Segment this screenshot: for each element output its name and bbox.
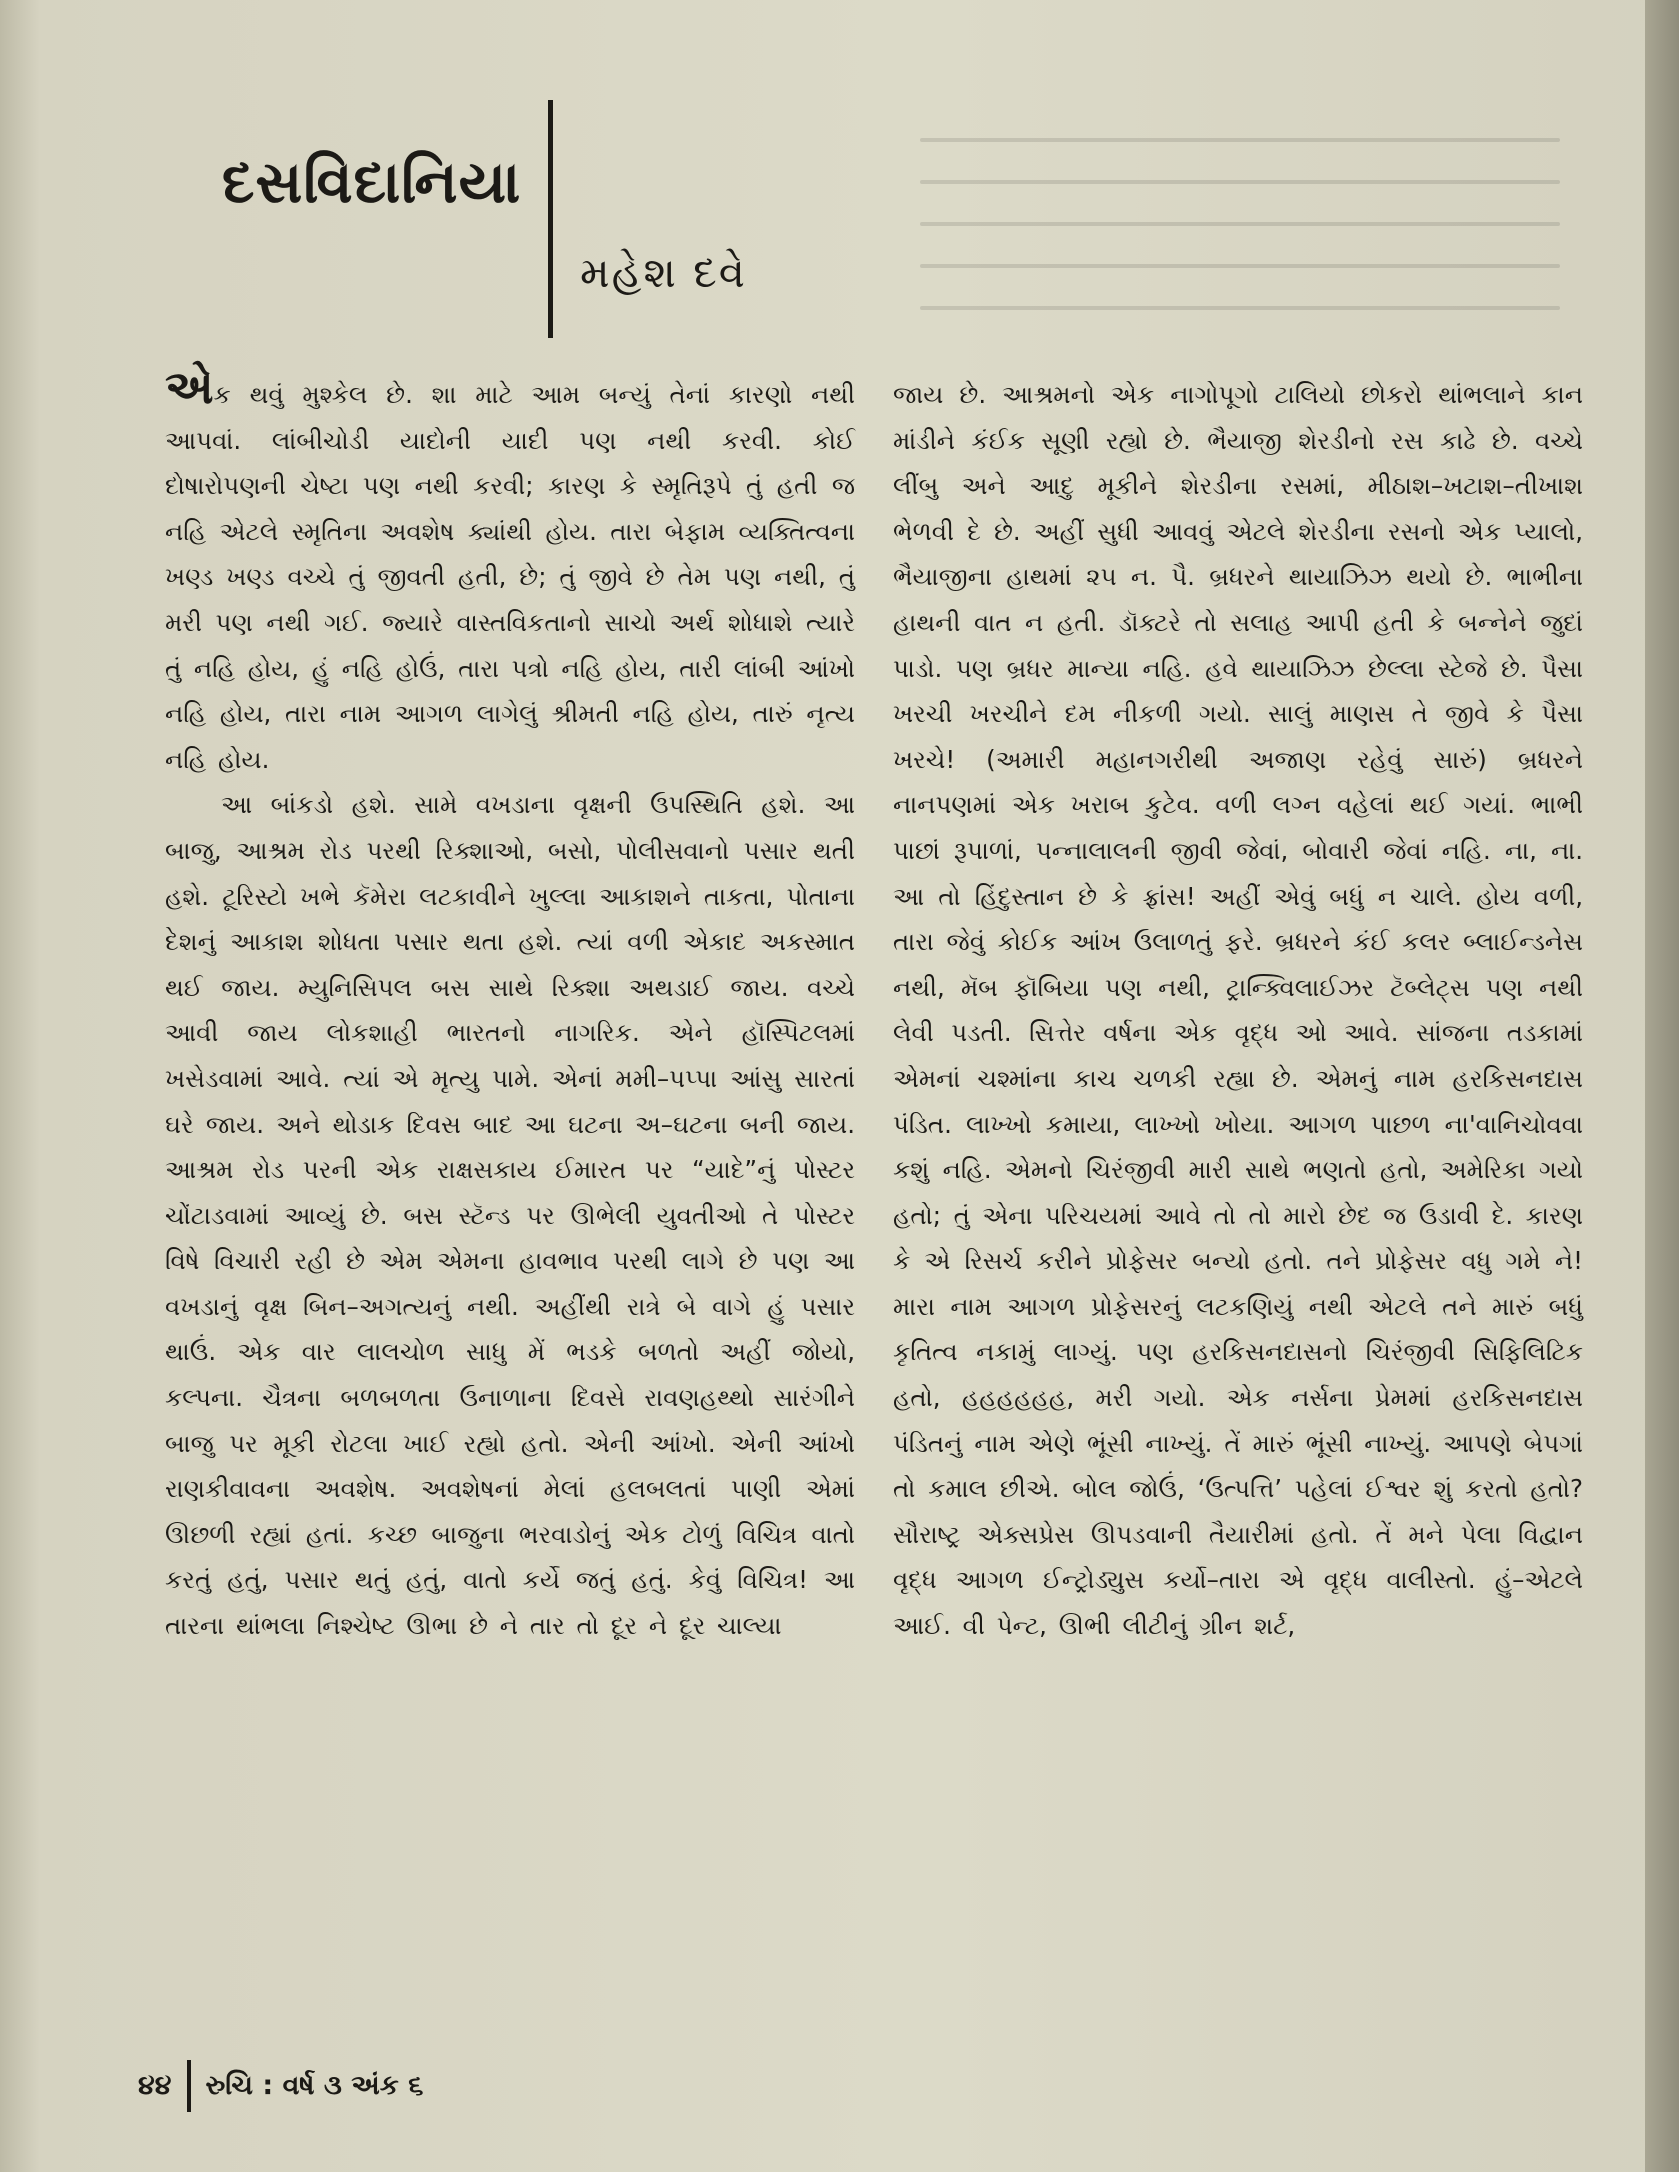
article-title: દસવિદાનિયા	[222, 148, 522, 216]
drop-cap: એ	[165, 360, 214, 414]
page-edge-shadow	[1645, 0, 1679, 2172]
paragraph-text: ક થવું મુશ્કેલ છે. શા માટે આમ બન્યું તેનાં કારણો નથી આપવાં. લાંબીચોડી યાદોની યાદી પણ નથી કરવી. કોઈ દોષારોપણની ચેષ્ટા પણ નથી કરવી; કારણ કે સ્મૃતિરૂપે તું હતી જ નહિ એટલે સ્મૃતિના અવશેષ ક્યાંથી હોય. તારા બેફામ વ્યક્તિત્વના ખણ્ડ ખણ્ડ વચ્ચે તું જીવતી હતી, છે; તું જીવે છે તેમ પણ નથી, તું મરી પણ નથી ગઈ. જ્યારે વાસ્તવિકતાનો સાચો અર્થ શોધાશે ત્યારે તું નહિ હોય, હું નહિ હોઉં, તારા પત્રો નહિ હોય, તારી લાંબી આંખો નહિ હોય, તારા નામ આગળ લાગેલું શ્રીમતી નહિ હોય, તારું નૃત્ય નહિ હોય.	[165, 380, 855, 774]
page-footer	[138, 2060, 423, 2112]
footer-divider	[187, 2060, 191, 2112]
paragraph: આ બાંકડો હશે. સામે વખડાના વૃક્ષની ઉપસ્થિતિ હશે. આ બાજુ, આશ્રમ રોડ પરથી રિક્શાઓ, બસો, પોલીસવાનો પસાર થતી હશે. ટૂરિસ્ટો ખભે કૅમેરા લટકાવીને ખુલ્લા આકાશને તાકતા, પોતાના દેશનું આકાશ શોધતા પસાર થતા હશે. ત્યાં વળી એકાદ અકસ્માત થઈ જાય. મ્યુનિસિપલ બસ સાથે રિક્શા અથડાઈ જાય. વચ્ચે આવી જાય લોકશાહી ભારતનો નાગરિક. એને હૉસ્પિટલમાં ખસેડવામાં આવે. ત્યાં એ મૃત્યુ પામે. એનાં મમી–પપ્પા આંસુ સારતાં ઘરે જાય. અને થોડાક દિવસ બાદ આ ઘટના અ–ઘટના બની જાય. આશ્રમ રોડ પરની એક રાક્ષસકાય ઈમારત પર “યાદે”નું પોસ્ટર ચોંટાડવામાં આવ્યું છે. બસ સ્ટૅન્ડ પર ઊભેલી યુવતીઓ તે પોસ્ટર વિષે વિચારી રહી છે એમ એમના હાવભાવ પરથી લાગે છે પણ આ વખડાનું વૃક્ષ બિન–અગત્યનું નથી. અહીંથી રાત્રે બે વાગે હું પસાર થાઉં. એક વાર લાલચોળ સાધુ મેં ભડકે બળતો અહીં જોયો, કલ્પના. ચૈત્રના બળબળતા ઉનાળાના દિવસે રાવણહથ્થો સારંગીને બાજુ પર મૂકી રોટલા ખાઈ રહ્યો હતો. એની આંખો. એની આંખો રાણકીવાવના અવશેષ. અવશેષનાં મેલાં હલબલતાં પાણી એમાં ઊછળી રહ્યાં હતાં. કચ્છ બાજુના ભરવાડોનું એક ટોળું વિચિત્ર વાતો કરતું હતું, પસાર થતું હતું, વાતો કર્યે જતું હતું. કેવું વિચિત્ર! આ તારના થાંભલા નિશ્ચેષ્ટ ઊભા છે ને તાર તો દૂર ને દૂર ચાલ્યા	[165, 790, 855, 1641]
right-column	[893, 372, 1583, 1649]
left-column	[165, 360, 855, 1649]
paragraph	[165, 360, 855, 782]
paragraph: જાય છે. આશ્રમનો એક નાગોપૂગો ટાલિયો છોકરો થાંભલાને કાન માંડીને કંઈક સૂણી રહ્યો છે. ભૈયાજી શેરડીનો રસ કાઢે છે. વચ્ચે લીંબુ અને આદુ મૂકીને શેરડીના રસમાં, મીઠાશ–ખટાશ–તીખાશ ભેળવી દે છે. અહીં સુધી આવવું એટલે શેરડીના રસનો એક પ્યાલો, ભૈયાજીના હાથમાં ૨૫ ન. પૈ. બ્રધરને થાયાઝિઝ થયો છે. ભાભીના હાથની વાત ન હતી. ડૉક્ટરે તો સલાહ આપી હતી કે બન્નેને જુદાં પાડો. પણ બ્રધર માન્યા નહિ. હવે થાયાઝિઝ છેલ્લા સ્ટેજે છે. પૈસા ખરચી ખરચીને દમ નીકળી ગયો. સાલું માણસ તે જીવે કે પૈસા ખરચે! (અમારી મહાનગરીથી અજાણ રહેવું સારું) બ્રધરને નાનપણમાં એક ખરાબ કુટેવ. વળી લગ્ન વહેલાં થઈ ગયાં. ભાભી પાછાં રૂપાળાં, પન્નાલાલની જીવી જેવાં, બોવારી જેવાં નહિ. ના, ના. આ તો હિંદુસ્તાન છે કે ફ્રાંસ! અહીં એવું બધું ન ચાલે. હોય વળી, તારા જેવું કોઈક આંખ ઉલાળતું ફરે. બ્રધરને કંઈ કલર બ્લાઈન્ડનેસ નથી, મૅબ ફૉબિયા પણ નથી, ટ્રાન્ક્વિલાઈઝર ટૅબ્લેટ્સ પણ નથી લેવી પડતી. સિત્તેર વર્ષના એક વૃદ્ધ ઓ આવે. સાંજના તડકામાં એમનાં ચશ્માંના કાચ ચળકી રહ્યા છે. એમનું નામ હરકિસનદાસ પંડિત. લાખ્ખો કમાયા, લાખ્ખો ખોયા. આગળ પાછળ ના'વાનિચોવવા કશું નહિ. એમનો ચિરંજીવી મારી સાથે ભણતો હતો, અમેરિકા ગયો હતો; તું એના પરિચયમાં આવે તો તો મારો છેદ જ ઉડાવી દે. કારણ કે એ રિસર્ચ કરીને પ્રોફેસર બન્યો હતો. તને પ્રોફેસર વધુ ગમે ને! મારા નામ આગળ પ્રોફેસરનું લટકણિયું નથી એટલે તને મારું બધું કૃતિત્વ નકામું લાગ્યું. પણ હરકિસનદાસનો ચિરંજીવી સિફિલિટિક હતો, હહહહહહ, મરી ગયો. એક નર્સના પ્રેમમાં હરકિસનદાસ પંડિતનું નામ એણે ભૂંસી નાખ્યું. તેં મારું ભૂંસી નાખ્યું. આપણે બેપગાં તો કમાલ છીએ. બોલ જોઉં, ‘ઉત્પત્તિ’ પહેલાં ઈશ્વર શું કરતો હતો? સૌરાષ્ટ્ર એક્સપ્રેસ ઊપડવાની તૈયારીમાં હતો. તેં મને પેલા વિદ્વાન વૃદ્ધ આગળ ઈન્ટ્રોડ્યુસ કર્યો–તારા એ વૃદ્ધ વાલીસ્તો. હું–એટલે આઈ. વી પેન્ટ, ઊભી લીટીનું ગ્રીન શર્ટ,	[893, 380, 1583, 1641]
page-number: ૪૪	[138, 2070, 172, 2101]
bleed-through-text	[920, 100, 1560, 340]
title-divider	[548, 100, 553, 338]
magazine-issue: રુચિ : વર્ષ ૩ અંક ૬	[205, 2070, 424, 2101]
article-author: મહેશ દવે	[580, 248, 747, 297]
